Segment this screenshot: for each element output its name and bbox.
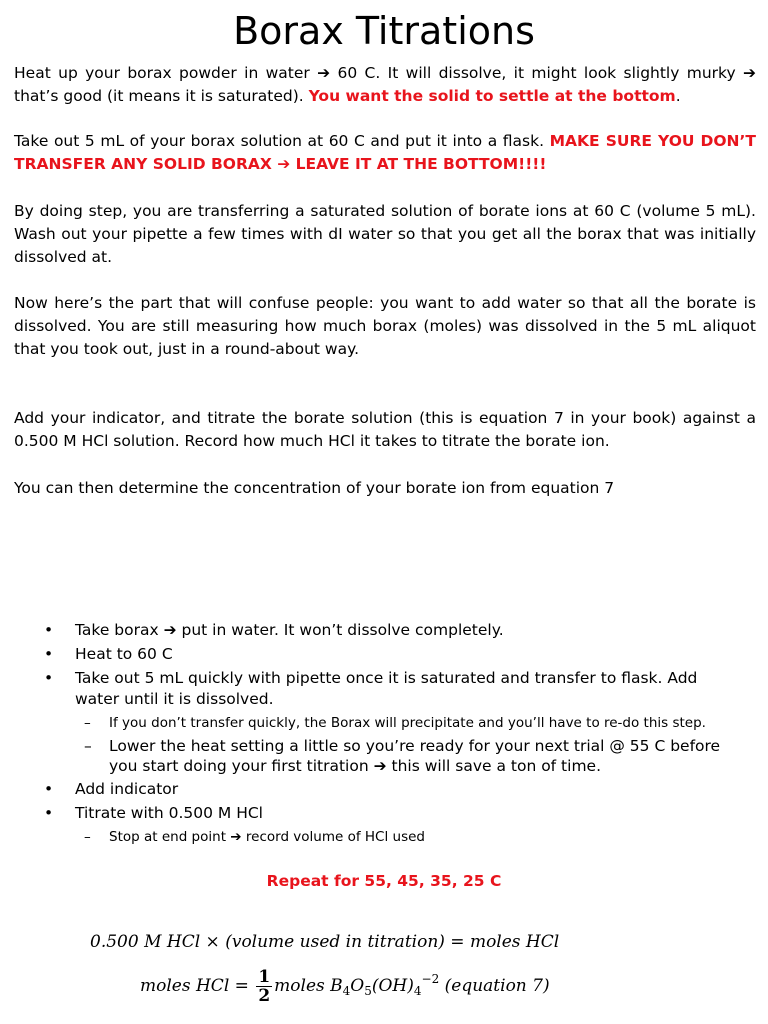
list-item-text: Take out 5 mL quickly with pipette once it is saturated and transfer to flask. Add water until it is dissolved. (75, 669, 698, 708)
dash-marker: – (84, 715, 91, 731)
list-item (44, 803, 744, 824)
subscript-oh: 4 (413, 984, 422, 998)
list-item (44, 644, 744, 665)
sub-list-item (44, 713, 744, 733)
equation-oh: (OH) (371, 976, 414, 996)
paragraph-heat-text: Heat up your borax powder in water ➔ 60 C. It will dissolve, it might look slightly murky ➔ that’s good (it means it is saturated). (14, 64, 756, 105)
paragraph-transfer-text: Take out 5 mL of your borax solution at 60 C and put it into a flask. (14, 132, 550, 150)
paragraph-heat (14, 62, 756, 108)
list-item-text: Titrate with 0.500 M HCl (75, 804, 263, 822)
list-item (44, 668, 744, 710)
equation-o: O (350, 976, 365, 996)
sub-list-item (44, 736, 744, 776)
dash-marker: – (84, 737, 92, 755)
paragraph-confuse: Now here’s the part that will confuse people: you want to add water so that all the borate is dissolved. You are still measuring how much borax (moles) was dissolved in the 5 mL aliquot that you took out, just in a round-about way. (14, 294, 756, 358)
equation-label: (equation 7) (439, 976, 550, 996)
list-item-text: Add indicator (75, 780, 179, 798)
procedure-list (44, 620, 744, 850)
half-fraction (256, 968, 272, 1005)
bullet-marker: • (44, 621, 54, 639)
bullet-marker: • (44, 645, 54, 663)
equation-7 (140, 968, 550, 1005)
paragraph-heat-end: . (675, 87, 681, 105)
sub-list-item-text: If you don’t transfer quickly, the Borax will precipitate and you’ll have to re-do this step. (109, 715, 706, 731)
transfer-warning: MAKE SURE YOU DON’T TRANSFER ANY SOLID BORAX ➔ LEAVE IT AT THE BOTTOM!!!! (14, 132, 756, 173)
fraction-denominator: 2 (258, 986, 271, 1006)
paragraph-indicator: Add your indicator, and titrate the borate solution (this is equation 7 in your book) against a 0.500 M HCl solution. Record how much HCl it takes to titrate the borate ion. (14, 409, 756, 450)
sub-list-item-text: Lower the heat setting a little so you’re ready for your next trial @ 55 C before you start doing your first titration ➔ this will save a ton of time. (109, 737, 721, 775)
equation-lhs: moles HCl = (140, 976, 249, 996)
fraction-numerator: 1 (258, 967, 271, 987)
list-item-text: Take borax ➔ put in water. It won’t dissolve completely. (75, 621, 504, 639)
bullet-marker: • (44, 669, 54, 687)
settle-warning: You want the solid to settle at the bottom (308, 87, 676, 105)
subscript-5: 5 (364, 984, 372, 998)
subscript-4: 4 (342, 984, 351, 998)
list-item (44, 620, 744, 641)
bullet-marker: • (44, 780, 54, 798)
superscript-charge: −2 (421, 972, 440, 986)
dash-marker: – (84, 829, 91, 845)
bullet-marker: • (44, 804, 54, 822)
paragraph-concentration: You can then determine the concentration of your borate ion from equation 7 (14, 479, 615, 497)
equation-moles-b: moles B (274, 976, 343, 996)
sub-list-item-text: Stop at end point ➔ record volume of HCl used (109, 829, 425, 845)
list-item-text: Heat to 60 C (75, 645, 173, 663)
list-item (44, 779, 744, 800)
paragraph-saturated: By doing step, you are transferring a saturated solution of borate ions at 60 C (volume 5 mL). Wash out your pipette a few times with dI water so that you get all the borax that was initially dissolved at. (14, 202, 756, 266)
sub-list-item (44, 827, 744, 847)
page-title: Borax Titrations (233, 9, 535, 53)
equation-moles-hcl: 0.500 M HCl × (volume used in titration) = moles HCl (90, 932, 560, 952)
paragraph-transfer (14, 130, 756, 176)
repeat-instruction: Repeat for 55, 45, 35, 25 C (266, 872, 502, 890)
